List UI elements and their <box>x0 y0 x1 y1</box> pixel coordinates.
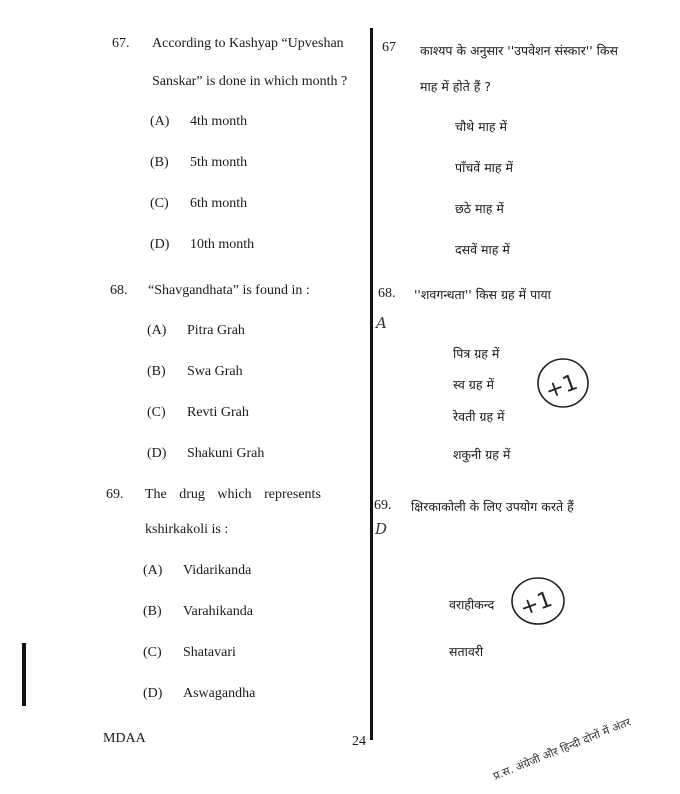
question-67-number: 67. <box>112 36 130 51</box>
question-67-en-line-2: Sanskar” is done in which month ? <box>152 74 348 89</box>
q68-option-d-hi: शकुनी ग्रह में <box>453 447 511 462</box>
question-67-hi-number: 67 <box>382 40 396 55</box>
q67-option-c-hi: छठे माह में <box>455 201 504 216</box>
q69-option-c-text: Shatavari <box>183 645 236 660</box>
q69-option-c-hi: सतावरी <box>449 644 484 659</box>
question-67-hi-line-1: काश्यप के अनुसार ''उपवेशन संस्कार'' किस <box>420 43 618 58</box>
q69-option-a-text: Vidarikanda <box>183 563 252 578</box>
q67-option-b-hi: पाँचवें माह में <box>455 160 513 175</box>
q68-option-c-label: (C) <box>147 405 166 420</box>
page-number: 24 <box>352 734 366 749</box>
q68-option-a-hi: पित्र ग्रह में <box>453 346 500 361</box>
mark-68: A <box>376 314 387 332</box>
q68-option-b-label: (B) <box>147 364 166 379</box>
q68-option-b-hi: स्व ग्रह में <box>453 377 494 392</box>
q69-option-b-label: (B) <box>143 604 162 619</box>
score-69: +1 <box>516 587 556 622</box>
q67-option-d-text: 10th month <box>190 237 255 252</box>
q68-option-b-text: Swa Grah <box>187 364 243 379</box>
mark-69: D <box>375 520 388 538</box>
q67-option-a-hi: चौथे माह में <box>455 119 507 134</box>
question-68-hi-line-1: ''शवगन्धता'' किस ग्रह में पाया <box>414 287 551 302</box>
q67-option-b-label: (B) <box>150 155 169 170</box>
footer-code: MDAA <box>103 731 146 746</box>
question-69-en-line-2: kshirkakoli is : <box>145 522 229 537</box>
question-67-en-line-1: According to Kashyap “Upveshan <box>152 36 344 51</box>
q67-option-a-label: (A) <box>150 114 170 129</box>
question-68-en-line-1: “Shavgandhata” is found in : <box>148 283 310 298</box>
question-69-hi-line-1: क्षिरकाकोली के लिए उपयोग करते हैं <box>411 499 574 514</box>
q67-option-a-text: 4th month <box>190 114 248 129</box>
q68-option-c-text: Revti Grah <box>187 405 249 420</box>
q68-option-d-label: (D) <box>147 446 167 461</box>
q69-option-b-hi: वराहीकन्द <box>449 597 495 612</box>
q69-option-d-label: (D) <box>143 686 163 701</box>
q67-option-c-label: (C) <box>150 196 169 211</box>
q69-option-d-text: Aswagandha <box>183 686 256 701</box>
question-69-hi-number: 69. <box>374 498 392 513</box>
question-68-hi-number: 68. <box>378 286 396 301</box>
q68-option-a-text: Pitra Grah <box>187 323 245 338</box>
handwritten-note: प्र.स. अंग्रेजी और हिन्दी दोनों में अंतर <box>491 715 633 783</box>
q69-option-b-text: Varahikanda <box>183 604 253 619</box>
q67-option-c-text: 6th month <box>190 196 248 211</box>
question-69-number: 69. <box>106 487 124 502</box>
question-67-hi-line-2: माह में होते हैं ? <box>420 79 491 94</box>
q67-option-d-hi: दसवें माह में <box>455 242 510 257</box>
q69-option-a-label: (A) <box>143 563 163 578</box>
q67-option-d-label: (D) <box>150 237 170 252</box>
question-69-en-line-1: The drug which represents <box>145 487 321 502</box>
q68-option-c-hi: रेवती ग्रह में <box>453 409 505 424</box>
q67-option-b-text: 5th month <box>190 155 248 170</box>
question-68-number: 68. <box>110 283 128 298</box>
q68-option-d-text: Shakuni Grah <box>187 446 265 461</box>
q68-option-a-label: (A) <box>147 323 167 338</box>
score-68: +1 <box>542 369 582 405</box>
q69-option-c-label: (C) <box>143 645 162 660</box>
